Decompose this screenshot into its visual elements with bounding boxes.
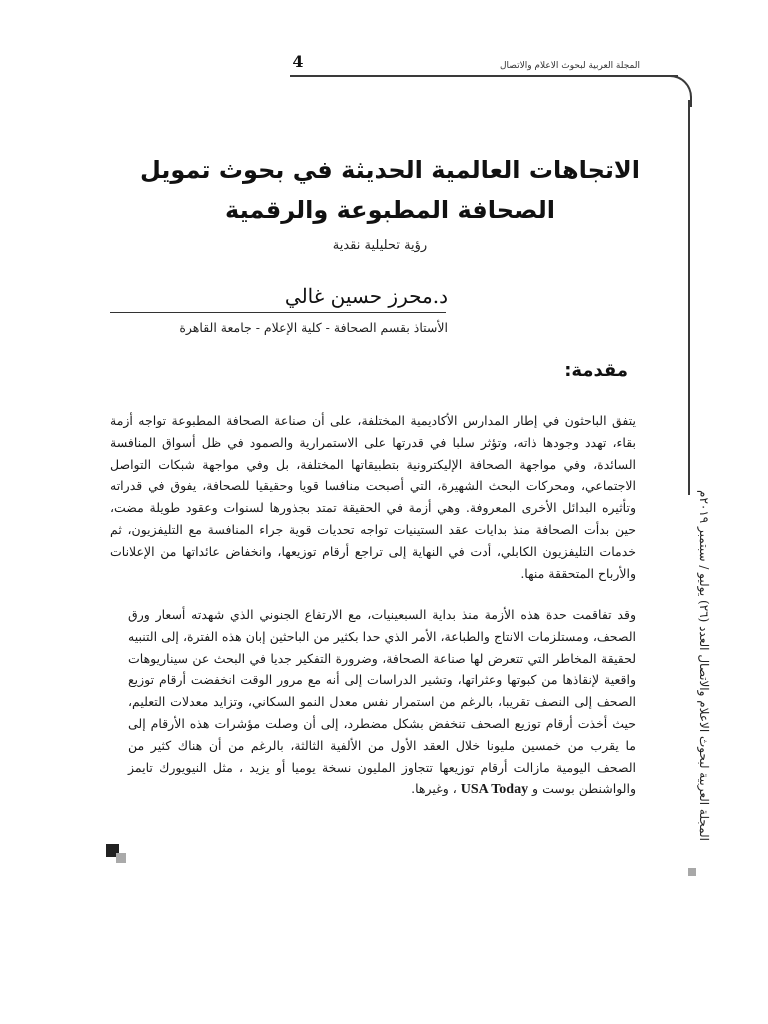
side-marker-square: [688, 868, 696, 876]
body-paragraph-2-end-prefix: و: [528, 781, 539, 797]
header-rule: [290, 75, 678, 77]
body-paragraph-1: يتفق الباحثون في إطار المدارس الأكاديمية المختلفة، على أن صناعة الصحافة المطبوعة تواجه أزمة بقاء، تهدد وجودها ذاته، وتؤثر سلبا في قدرتها على الاستمرارية والصمود في ظل أسواق المنافسة السائدة، وفي مواجهة الصحافة الإليكترونية بتطبيقاتها المختلفة، بل وفي مواجهة شبكات التواصل الاجتماعي، ومحركات البحث الشهيرة، التي أصبحت منافسا قويا وحقيقيا للصحافة، يفوق في قدراته وتأثيره البدائل الأخرى المعروفة. وهي أزمة في الحقيقة تمتد بجذورها لسنوات وعقود طويلة مضت، حين بدأت الصحافة منذ بدايات عقد الستينيات تواجه تحديات قوية جراء المنافسة مع التليفزيون، ثم خدمات التليفزيون الكابلي، أدت في النهاية إلى تراجع أرقام توزيعها، وانخفاض عائداتها من الإعلانات والأرباح المتحققة منها.: [110, 413, 636, 581]
side-issue-info: المجلة العربية لبحوث الاعلام والاتصال العدد (٢٦) يوليو / سبتمبر ٢٠١٩م: [697, 490, 711, 841]
section-heading-introduction: مقدمة:: [564, 360, 628, 381]
usa-today-mention: USA Today: [460, 782, 529, 798]
margin-rule: [688, 100, 690, 495]
article-subtitle: رؤية تحليلية نقدية: [332, 238, 428, 253]
end-mark-grey-square: [116, 853, 126, 863]
article-title: الاتجاهات العالمية الحديثة في بحوث تمويل الصحافة المطبوعة والرقمية: [139, 156, 641, 224]
body-paragraph-2-end-suffix: ، وغيرها.: [411, 781, 461, 797]
body-paragraph-2: [128, 604, 636, 801]
body-paragraph-2-text: وقد تفاقمت حدة هذه الأزمة منذ بداية السبعينيات، مع الارتفاع الجنوني الذي شهدته أسعار ورق الصحف، ومستلزمات الانتاج والطباعة، الأمر الذي حدا بكثير من الباحثين إبان هذه الفترة، إلى التنبيه لحقيقة المخاطر التي تتعرض لها صناعة الصحافة، وضرورة التفكير جديا في البحث عن سيناريوهات واقعية لإنقاذها من كبوتها وعثراتها، وتشير الدراسات إلى أنه مع مرور الوقت انخفضت أرقام توزيع الصحف إلى النصف تقريبا، بالرغم من استمرار نفس معدل النمو السكاني، وتزايد معدلات التعليم، حيث أخذت أرقام توزيع الصحف تنخفض بشكل مضطرد، إلى أن وصلت مؤشرات هذه الأرقام إلى ما يقرب من خمسين مليونا خلال العقد الأول من الألفية الثالثة، بالرغم من أن هناك كثير من الصحف اليومية مازالت أرقام توزيعها تتجاوز المليون نسخة يوميا أو يزيد ، مثل النيويورك تايمز والواشنطن بوست: [128, 607, 636, 797]
page-number: 4: [292, 52, 304, 71]
running-header-journal-name: المجلة العربية لبحوث الاعلام والاتصال: [499, 61, 640, 71]
author-underline: [110, 312, 446, 313]
author-name: د.محرز حسين غالي: [284, 284, 448, 308]
author-affiliation: الأستاذ بقسم الصحافة - كلية الإعلام - جامعة القاهرة: [179, 320, 448, 335]
